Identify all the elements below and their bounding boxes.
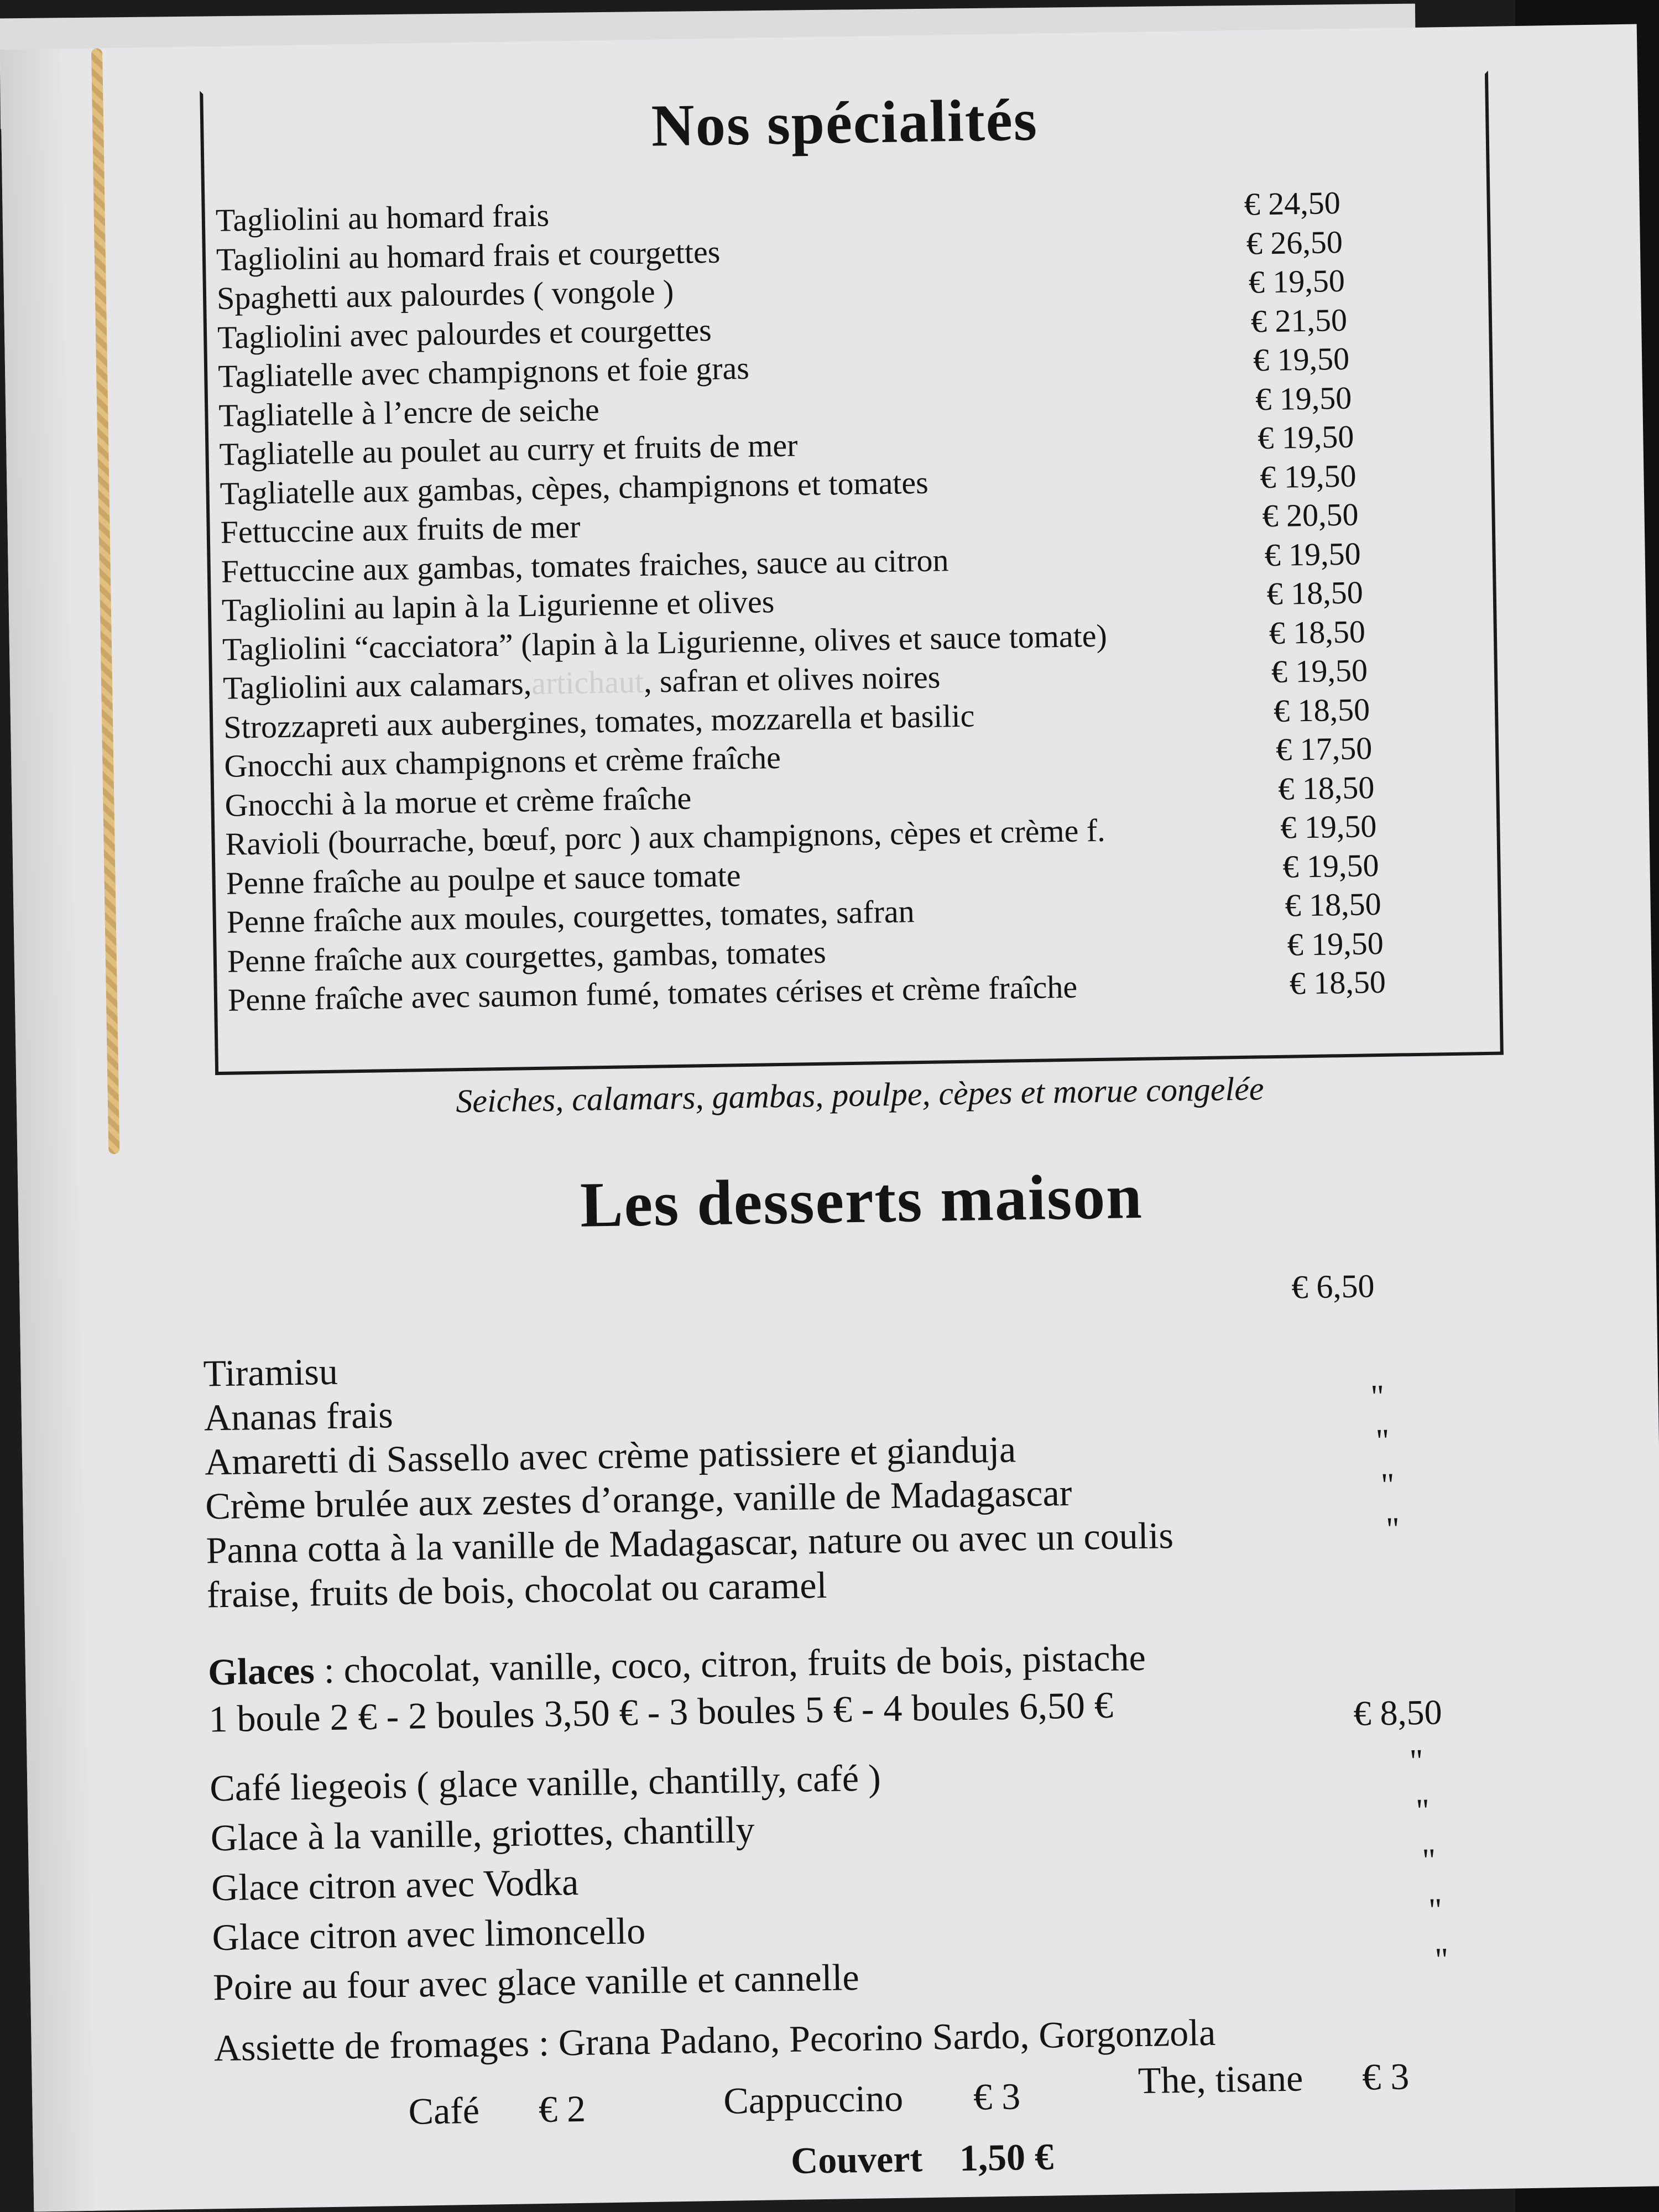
dish-name: Tagliolini avec palourdes et courgettes: [217, 311, 712, 356]
dish-price: € 19,50: [1255, 379, 1352, 417]
binding-cord: [91, 48, 119, 1154]
dish-price: € 19,50: [1257, 418, 1354, 456]
dessert-item: Amaretti di Sassello avec crème patissiere et gianduja: [204, 1428, 1016, 1483]
dish-price: € 26,50: [1246, 223, 1343, 262]
drinks-cappuccino: [723, 2074, 1021, 2122]
dish-name: Strozzapreti aux aubergines, tomates, mozzarella et basilic: [223, 697, 975, 745]
dessert-item: Tiramisu: [203, 1350, 338, 1395]
dish-price: € 19,50: [1271, 652, 1368, 690]
dish-name: Penne fraîche au poulpe et sauce tomate: [226, 857, 741, 901]
dish-price: € 19,50: [1282, 847, 1379, 885]
cappuccino-price: € 3: [973, 2075, 1021, 2118]
dish-price: € 18,50: [1277, 769, 1375, 807]
dish-name: Penne fraîche aux moules, courgettes, tomates, safran: [226, 893, 915, 940]
dish-price: € 24,50: [1244, 184, 1341, 222]
dessert-item: Ananas frais: [204, 1394, 394, 1439]
dish-price: € 18,50: [1273, 691, 1370, 729]
glaces-flavours: : chocolat, vanille, coco, citron, fruits de bois, pistache: [314, 1636, 1146, 1692]
cafe-label: Café: [408, 2089, 480, 2132]
page-fold: [0, 49, 95, 2211]
drinks-the: [1138, 2054, 1410, 2103]
dish-price: € 19,50: [1253, 340, 1350, 378]
dish-name: Tagliolini aux calamars,artichaut, safran et olives noires: [222, 659, 941, 706]
glace-item: Glace à la vanille, griottes, chantilly: [210, 1808, 755, 1859]
dish-name: Tagliolini “cacciatora” (lapin à la Ligurienne, olives et sauce tomate): [222, 617, 1108, 667]
dish-price: € 18,50: [1285, 885, 1382, 924]
the-label: The, tisane: [1138, 2057, 1303, 2102]
glace-item: Glace citron avec limoncello: [212, 1910, 646, 1959]
dish-name: Gnocchi à la morue et crème fraîche: [224, 780, 692, 823]
dish-price: € 19,50: [1287, 925, 1384, 963]
dish-price: € 17,50: [1275, 730, 1373, 768]
dish-name: Penne fraîche aux courgettes, gambas, tomates: [227, 933, 827, 979]
the-price: € 3: [1361, 2055, 1410, 2098]
dessert-item: fraise, fruits de bois, chocolat ou caramel: [206, 1563, 827, 1616]
ditto-mark: ": [1409, 1742, 1423, 1780]
specialites-title: Nos spécialités: [650, 87, 1039, 159]
couvert-label: Couvert: [790, 2137, 923, 2182]
desserts-price: € 6,50: [1291, 1267, 1375, 1306]
glace-item: Poire au four avec glace vanille et cannelle: [212, 1956, 860, 2008]
dish-name: Tagliatelle au poulet au curry et fruits de mer: [219, 427, 798, 472]
dish-name: Tagliolini au homard frais: [215, 197, 550, 238]
glaces-label: Glaces: [207, 1649, 315, 1693]
frozen-note: Seiches, calamars, gambas, poulpe, cèpes et morue congelée: [455, 1070, 1264, 1120]
dish-name: Spaghetti aux palourdes ( vongole ): [216, 273, 674, 316]
specialites-list: [215, 181, 1489, 1020]
dish-name: Ravioli (bourrache, bœuf, porc ) aux champignons, cèpes et crème f.: [225, 812, 1106, 862]
ditto-mark: ": [1415, 1792, 1430, 1829]
ditto-mark: ": [1375, 1422, 1390, 1459]
dish-name: Tagliolini au homard frais et courgettes: [216, 233, 721, 278]
cafe-price: € 2: [538, 2087, 586, 2131]
dish-price: € 18,50: [1269, 613, 1366, 651]
dish-price: € 19,50: [1280, 808, 1377, 846]
boules-prices: 1 boule 2 € - 2 boules 3,50 € - 3 boules 5 € - 4 boules 6,50 €: [208, 1683, 1114, 1740]
dish-price: € 19,50: [1248, 262, 1345, 300]
ditto-mark: ": [1385, 1510, 1400, 1547]
dish-price: € 19,50: [1259, 457, 1357, 495]
dish-name: Tagliatelle à l’encre de seiche: [218, 391, 600, 434]
couvert-line: [791, 2135, 1054, 2183]
dish-name: Tagliatelle aux gambas, cèpes, champignons et tomates: [220, 464, 929, 512]
dessert-item: Panna cotta à la vanille de Madagascar, nature ou avec un coulis: [206, 1514, 1174, 1572]
dish-price: € 20,50: [1262, 496, 1359, 534]
glace-price: € 8,50: [1353, 1692, 1443, 1733]
dish-price: € 18,50: [1289, 963, 1386, 1001]
cappuccino-label: Cappuccino: [723, 2077, 904, 2122]
ditto-mark: ": [1434, 1941, 1449, 1978]
desserts-title: Les desserts maison: [580, 1161, 1144, 1241]
dish-price: € 21,50: [1250, 301, 1348, 340]
dish-name: Fettuccine aux gambas, tomates fraiches, sauce au citron: [221, 541, 949, 589]
dish-name: Gnocchi aux champignons et crème fraîche: [223, 739, 781, 784]
ditto-mark: ": [1428, 1891, 1443, 1928]
glace-item: Café liegeois ( glace vanille, chantilly, café ): [209, 1756, 881, 1809]
ditto-mark: ": [1380, 1466, 1395, 1504]
ditto-mark: ": [1422, 1841, 1436, 1879]
dish-name: Tagliolini au lapin à la Ligurienne et olives: [221, 583, 775, 628]
dish-name: Tagliatelle avec champignons et foie gras: [217, 349, 750, 394]
drinks-cafe: [408, 2087, 586, 2133]
dessert-item: Crème brulée aux zestes d’orange, vanille de Madagascar: [205, 1471, 1072, 1527]
fromages-line: Assiette de fromages : Grana Padano, Pecorino Sardo, Gorgonzola: [213, 2011, 1216, 2069]
dish-price: € 19,50: [1264, 535, 1361, 573]
dish-price: € 18,50: [1266, 574, 1364, 612]
couvert-price: 1,50 €: [959, 2135, 1054, 2179]
dish-name: Fettuccine aux fruits de mer: [220, 508, 581, 550]
glace-item: Glace citron avec Vodka: [211, 1860, 579, 1909]
dish-name: Penne fraîche avec saumon fumé, tomates cérises et crème fraîche: [227, 968, 1078, 1018]
menu-page: [0, 24, 1659, 2212]
ditto-mark: ": [1370, 1378, 1385, 1415]
